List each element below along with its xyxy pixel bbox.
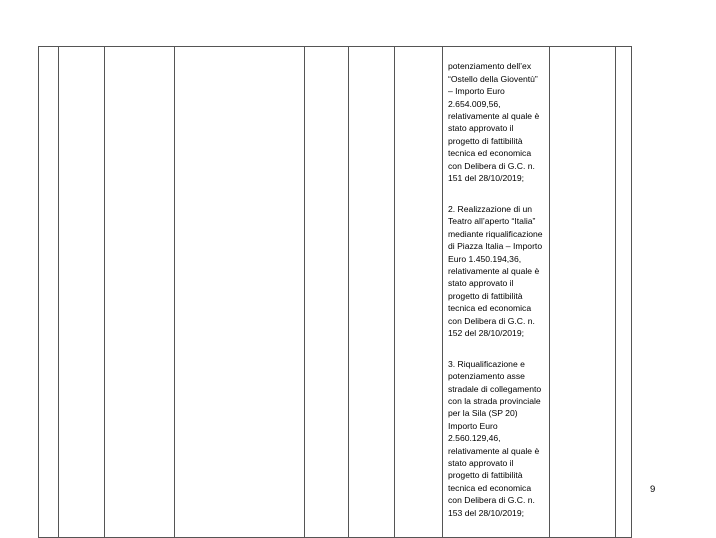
table-cell-description [443, 47, 550, 538]
table-cell-col4 [175, 47, 305, 538]
table-cell-col5 [305, 47, 349, 538]
table-cell-col10 [616, 47, 632, 538]
table-cell-col1 [39, 47, 59, 538]
table-cell-col7 [395, 47, 443, 538]
description-paragraph-2: 2. Realizzazione di un Teatro all’aperto “Italia” mediante riqualificazione di Piazza Italia – Importo Euro 1.450.194,36, relativamente al quale è stato approvato il progetto di fattibilità tecnica ed economica con Delibera di G.C. n. 152 del 28/10/2019; [448, 203, 543, 338]
description-paragraph-3: 3. Riqualificazione e potenziamento asse stradale di collegamento con la strada provinciale per la Sila (SP 20) Importo Euro 2.560.129,46, relativamente al quale è stato approvato il progetto di fattibilità tecnica ed economica con Delibera di G.C. n. 153 del 28/10/2019; [448, 358, 542, 518]
table-cell-col6 [349, 47, 395, 538]
description-text [443, 47, 549, 537]
document-table [38, 46, 632, 538]
table-cell-col9 [550, 47, 616, 538]
description-paragraph-1: potenziamento dell’ex “Ostello della Gioventù” – Importo Euro 2.654.009,56, relativamente al quale è stato approvato il progetto di fattibilità tecnica ed economica con Delibera di G.C. n. 151 del 28/10/2019; [448, 61, 540, 184]
page-number: 9 [650, 484, 656, 495]
table-cell-col2 [59, 47, 105, 538]
table-cell-col3 [105, 47, 175, 538]
table-row [39, 47, 632, 538]
